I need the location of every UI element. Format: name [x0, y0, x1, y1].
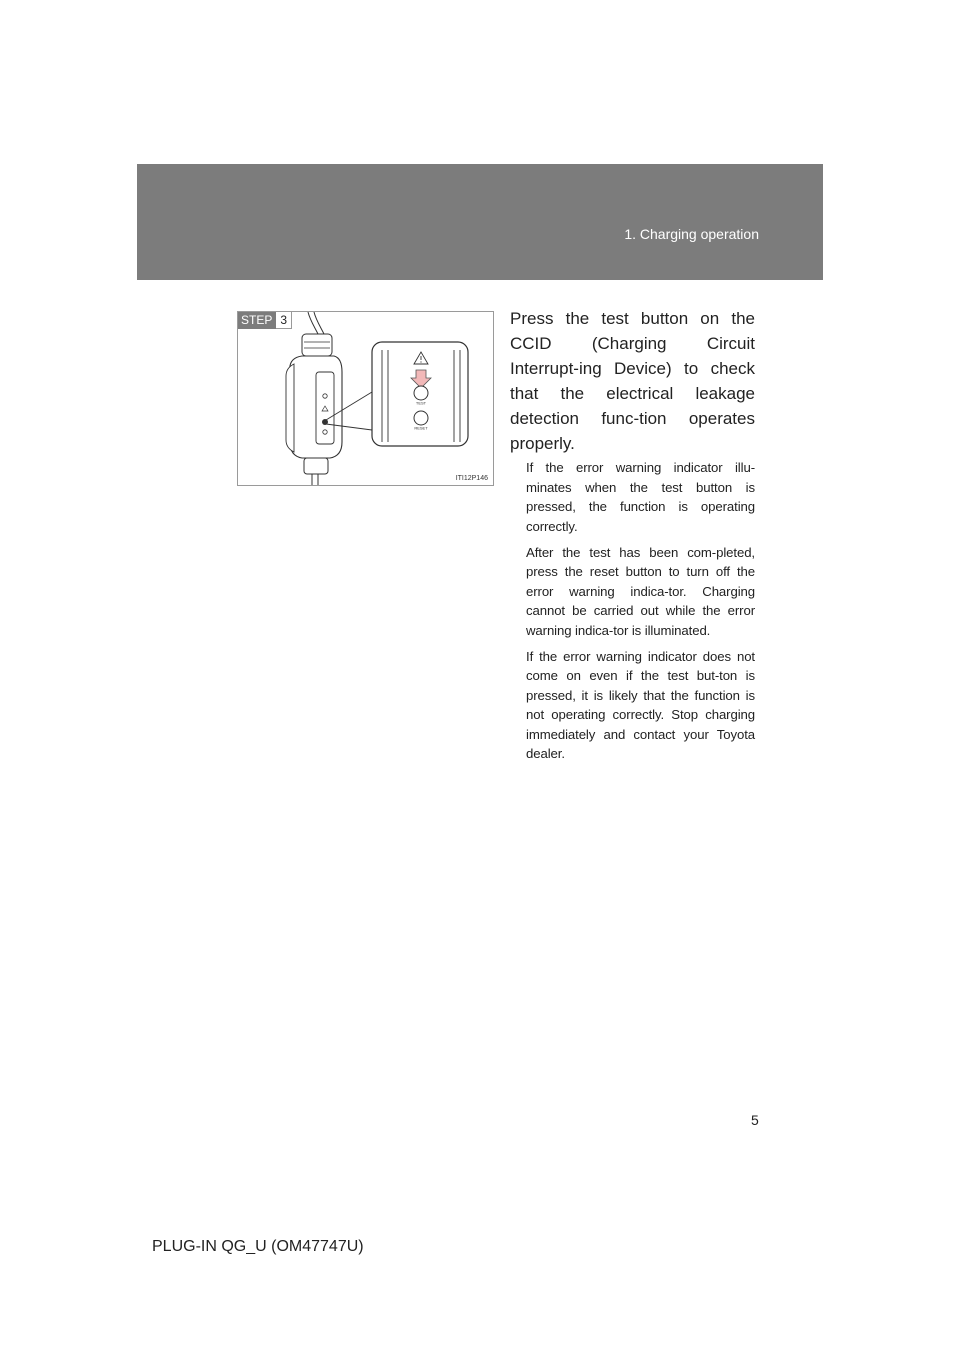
instruction-text: Press the test button on the CCID (Charging Circuit Interrupt-ing Device) to check that the electrical leakage detection func-tion operates properly.	[510, 309, 755, 453]
step-label: STEP	[238, 312, 276, 329]
step-badge	[238, 312, 292, 329]
note-item: If the error warning indicator does not come on even if the test but-ton is pressed, it is likely that the function is not operating correctly. Stop charging immediately and contact your Toyota dealer.	[526, 648, 755, 761]
note-item: If the error warning indicator illu-minates when the test button is pressed, the function is operating correctly.	[526, 460, 755, 534]
section-title: 1. Charging operation	[624, 226, 759, 242]
ccid-drawing	[238, 312, 493, 485]
header-band	[137, 164, 823, 280]
reset-button-label: RESET	[414, 425, 428, 431]
figure-code: ITI12P146	[455, 475, 488, 482]
note-item: After the test has been com-pleted, press the reset button to turn off the error warning indica-tor. Charging cannot be carried out while the error warning indica-tor is illuminated.	[526, 544, 755, 638]
page-number: 5	[751, 1112, 759, 1128]
test-button-label: TEST	[415, 400, 427, 406]
document-code: PLUG-IN QG_U (OM47747U)	[152, 1238, 364, 1255]
ccid-illustration	[237, 311, 494, 486]
step-number: 3	[276, 312, 292, 329]
note-list	[526, 458, 755, 770]
